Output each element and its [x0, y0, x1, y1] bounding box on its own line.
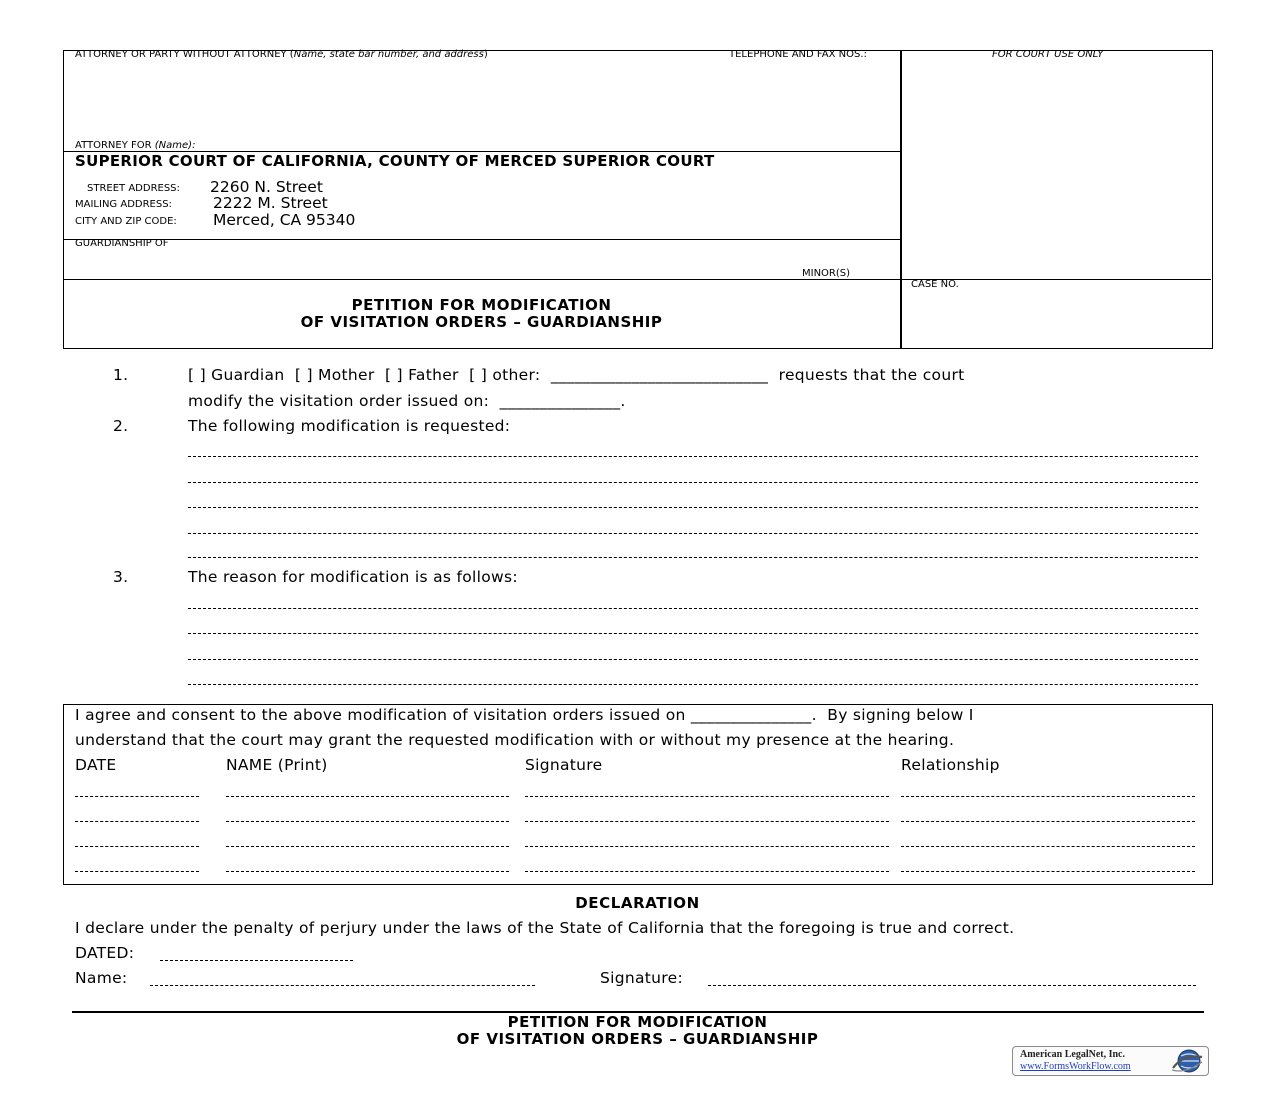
consent-row2-relationship[interactable]: [901, 821, 1195, 822]
modification-line-1[interactable]: [188, 456, 1198, 457]
consent-row2-name[interactable]: [226, 821, 509, 822]
form-title-line2: OF VISITATION ORDERS – GUARDIANSHIP: [300, 313, 663, 331]
item3-text: The reason for modification is as follows:: [188, 568, 518, 586]
court-name: SUPERIOR COURT OF CALIFORNIA, COUNTY OF MERCED SUPERIOR COURT: [75, 152, 715, 170]
dated-label: DATED:: [75, 944, 135, 962]
city-zip-value: Merced, CA 95340: [213, 211, 356, 229]
reason-line-1[interactable]: [188, 608, 1198, 609]
consent-col-date: DATE: [75, 756, 117, 774]
consent-col-signature: Signature: [525, 756, 603, 774]
declaration-text: I declare under the penalty of perjury under the laws of the State of California that the foregoing is true and correct.: [75, 919, 1015, 937]
item2-number: 2.: [113, 417, 129, 435]
dated-input[interactable]: [160, 960, 353, 961]
case-no-label: CASE NO.: [911, 279, 959, 290]
court-use-label: FOR COURT USE ONLY: [992, 49, 1104, 60]
item1-line1[interactable]: [ ] Guardian [ ] Mother [ ] Father [ ] other: ___________________________ requests that the court: [188, 366, 965, 384]
signature-label: Signature:: [600, 969, 683, 987]
modification-line-3[interactable]: [188, 507, 1198, 508]
item1-number: 1.: [113, 366, 129, 384]
consent-row4-name[interactable]: [226, 871, 509, 872]
form-title: [63, 297, 900, 331]
consent-row1-signature[interactable]: [525, 796, 889, 797]
modification-line-2[interactable]: [188, 482, 1198, 483]
consent-row1-relationship[interactable]: [901, 796, 1195, 797]
consent-row3-signature[interactable]: [525, 846, 889, 847]
consent-row2-signature[interactable]: [525, 821, 889, 822]
item1-line2[interactable]: modify the visitation order issued on: _______________.: [188, 392, 626, 410]
item3-number: 3.: [113, 568, 129, 586]
telephone-label: TELEPHONE AND FAX NOS.:: [729, 49, 867, 60]
mailing-address-value: 2222 M. Street: [213, 194, 328, 212]
name-input[interactable]: [150, 985, 535, 986]
mailing-address-label: MAILING ADDRESS:: [75, 199, 172, 210]
consent-line1: I agree and consent to the above modification of visitation orders issued on _______________. By signing below I: [75, 706, 974, 724]
consent-row3-name[interactable]: [226, 846, 509, 847]
logo-company: American LegalNet, Inc.: [1020, 1049, 1125, 1060]
globe-icon: [1169, 1048, 1205, 1074]
logo-badge[interactable]: [1012, 1046, 1209, 1076]
attorney-for-label: ATTORNEY FOR (Name):: [75, 140, 196, 151]
footer-title-line2: OF VISITATION ORDERS – GUARDIANSHIP: [456, 1030, 819, 1048]
caption-divider-2: [63, 239, 900, 240]
modification-line-5[interactable]: [188, 557, 1198, 558]
consent-row4-relationship[interactable]: [901, 871, 1195, 872]
consent-col-relationship: Relationship: [901, 756, 1000, 774]
city-zip-label: CITY AND ZIP CODE:: [75, 216, 177, 227]
reason-line-4[interactable]: [188, 684, 1198, 685]
consent-row3-relationship[interactable]: [901, 846, 1195, 847]
logo-url[interactable]: www.FormsWorkFlow.com: [1020, 1061, 1131, 1072]
item2-text: The following modification is requested:: [188, 417, 511, 435]
consent-col-name: NAME (Print): [226, 756, 328, 774]
modification-line-4[interactable]: [188, 533, 1198, 534]
consent-row1-date[interactable]: [75, 796, 199, 797]
consent-row4-date[interactable]: [75, 871, 199, 872]
footer-title: [0, 1014, 1275, 1048]
reason-line-2[interactable]: [188, 633, 1198, 634]
caption-divider-3: [63, 279, 1211, 280]
reason-line-3[interactable]: [188, 659, 1198, 660]
form-title-line1: PETITION FOR MODIFICATION: [351, 296, 612, 314]
consent-row3-date[interactable]: [75, 846, 199, 847]
attorney-label: ATTORNEY OR PARTY WITHOUT ATTORNEY (Name, state bar number, and address): [75, 49, 488, 60]
consent-line2: understand that the court may grant the requested modification with or without my presence at the hearing.: [75, 731, 955, 749]
consent-row1-name[interactable]: [226, 796, 509, 797]
street-address-value: 2260 N. Street: [210, 178, 323, 196]
street-address-label: STREET ADDRESS:: [87, 183, 180, 194]
name-label: Name:: [75, 969, 128, 987]
minors-label: MINOR(S): [802, 268, 851, 279]
declaration-heading: DECLARATION: [575, 894, 700, 912]
footer-title-line1: PETITION FOR MODIFICATION: [507, 1013, 768, 1031]
guardianship-label: GUARDIANSHIP OF: [75, 238, 169, 249]
signature-input[interactable]: [708, 985, 1196, 986]
consent-row4-signature[interactable]: [525, 871, 889, 872]
caption-right-box: [900, 50, 1213, 349]
consent-row2-date[interactable]: [75, 821, 199, 822]
